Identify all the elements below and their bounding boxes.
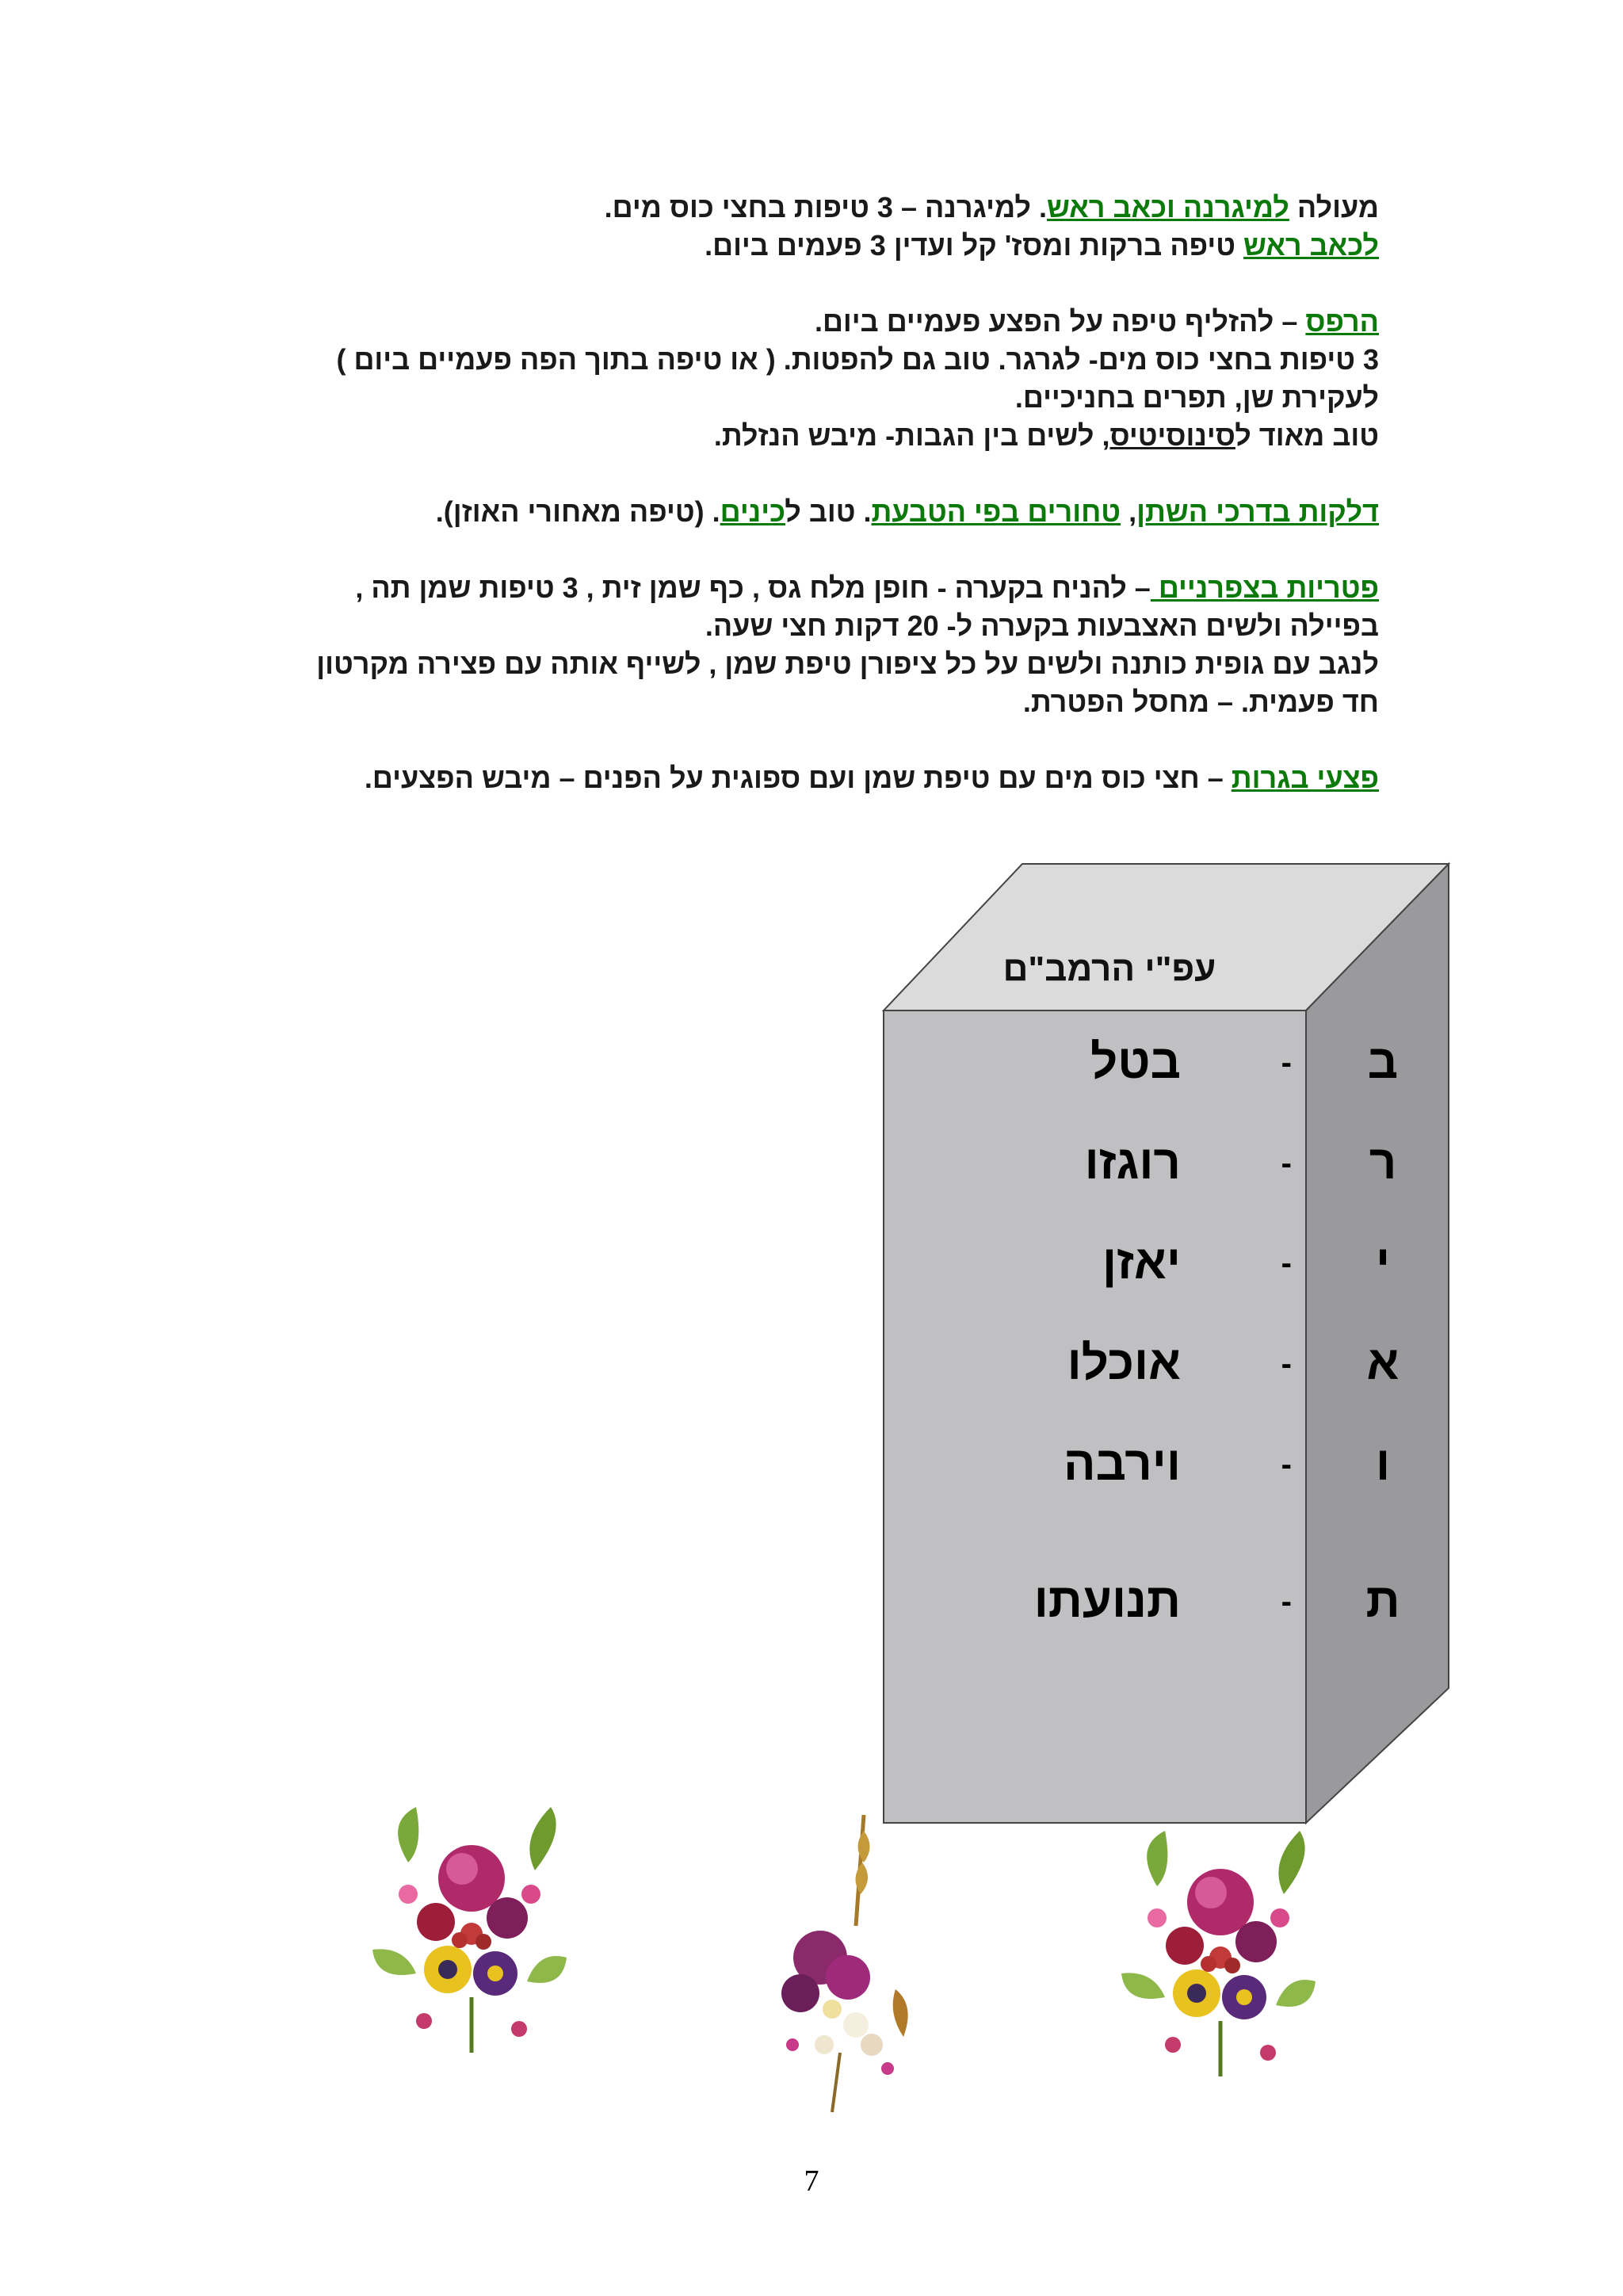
remedies-text xyxy=(238,189,1379,797)
page-number: 7 xyxy=(804,2164,819,2198)
text-run: . (טיפה מאחורי האוזן). xyxy=(435,495,720,528)
acrostic-dash: - xyxy=(1281,1347,1292,1381)
acrostic-dash: - xyxy=(1281,1146,1292,1181)
text-run: – חצי כוס מים עם טיפת שמן ועם ספוגית על הפנים – מיבש הפצעים. xyxy=(364,762,1232,794)
acne-link[interactable]: פצעי בגרות xyxy=(1231,762,1379,794)
para-herpes-line3: לעקירת שן, תפרים בחניכיים. xyxy=(1014,381,1379,414)
acrostic-row xyxy=(975,1034,1450,1106)
herpes-link[interactable]: הרפס xyxy=(1305,305,1379,338)
box-title: עפ"י הרמב"ם xyxy=(1002,949,1216,988)
para-fungus-line3: לנגב עם גופית כותנה ולשים על כל ציפורן טיפת שמן , לשייף אותה עם פצירה מקרטון xyxy=(316,648,1379,680)
acrostic-row xyxy=(975,1335,1450,1407)
migraine-link[interactable]: למיגרנה וכאב ראש xyxy=(1046,191,1289,223)
para-infections xyxy=(238,493,1379,531)
nail-fungus-link[interactable]: פטריות בצפרניים xyxy=(1150,571,1379,604)
para-fungus-line2: בפיילה ולשים האצבעות בקערה ל- 20 דקות חצי שעה. xyxy=(705,609,1379,642)
text-run: , xyxy=(1121,495,1137,528)
acrostic-dash: - xyxy=(1281,1447,1292,1482)
acrostic-word: תנועתו xyxy=(1033,1574,1181,1627)
acrostic-letter: י xyxy=(1375,1236,1391,1289)
acrostic-row xyxy=(975,1573,1450,1645)
text-run: . למיגרנה – 3 טיפות בחצי כוס מים. xyxy=(604,191,1047,223)
acrostic-word: יאזן xyxy=(1102,1236,1181,1289)
flower-bouquet-icon xyxy=(745,1807,927,2124)
flower-bouquet-icon xyxy=(361,1775,582,2076)
para-fungus-line1 xyxy=(238,569,1379,607)
acrostic-letter: ת xyxy=(1365,1574,1400,1627)
acrostic-word: בטל xyxy=(1090,1035,1181,1088)
acrostic-dash: - xyxy=(1281,1584,1292,1619)
acrostic-letter: א xyxy=(1366,1336,1400,1389)
acrostic-word: אוכלו xyxy=(1067,1336,1181,1389)
text-run: – להזליף טיפה על הפצע פעמיים ביום. xyxy=(814,305,1306,338)
rambam-box xyxy=(872,856,1474,1847)
text-run: , לשים בין הגבות- מיבש הנזלת. xyxy=(713,419,1110,452)
para-migraine-line2 xyxy=(238,227,1379,265)
para-fungus-line4: חד פעמית. – מחסל הפטרת. xyxy=(1022,686,1379,718)
acrostic-row xyxy=(975,1135,1450,1206)
text-run: – להניח בקערה - חופן מלח גס , כף שמן זית , 3 טיפות שמן תה , xyxy=(355,571,1151,604)
urinary-link[interactable]: דלקות בדרכי השתן xyxy=(1136,495,1379,528)
para-acne xyxy=(238,759,1379,797)
acrostic-dash: - xyxy=(1281,1045,1292,1080)
text-run: טיפה ברקות ומסז' קל ועדין 3 פעמים ביום. xyxy=(705,229,1244,262)
text-run: . טוב ל xyxy=(785,495,872,528)
acrostic-word: רוגזו xyxy=(1084,1136,1181,1189)
acrostic-letter: ר xyxy=(1369,1136,1397,1189)
flower-bouquet-icon xyxy=(1109,1799,1331,2100)
acrostic-letter: ב xyxy=(1367,1035,1399,1088)
para-herpes-line2: 3 טיפות בחצי כוס מים- לגרגר. טוב גם להפטות. ( או טיפה בתוך הפה פעמיים ביום ) xyxy=(336,343,1379,376)
acrostic-letter: ו xyxy=(1375,1437,1391,1490)
para-herpes-line1 xyxy=(238,303,1379,341)
lice-link[interactable]: כינים xyxy=(720,495,785,528)
para-migraine-line1 xyxy=(238,189,1379,227)
acrostic-row xyxy=(975,1436,1450,1507)
text-run: מעולה xyxy=(1289,191,1379,223)
para-herpes-line4 xyxy=(238,417,1379,455)
hemorrhoids-link[interactable]: טחורים בפי הטבעת xyxy=(871,495,1121,528)
acrostic-dash: - xyxy=(1281,1246,1292,1281)
text-run: טוב מאוד ל xyxy=(1235,419,1379,452)
sinusitis-underlined: סינוסיטיס xyxy=(1109,419,1235,452)
acrostic-row xyxy=(975,1235,1450,1306)
box-front-face xyxy=(884,1010,1306,1823)
acrostic-word: וירבה xyxy=(1064,1437,1181,1490)
headache-link[interactable]: לכאב ראש xyxy=(1243,229,1379,262)
